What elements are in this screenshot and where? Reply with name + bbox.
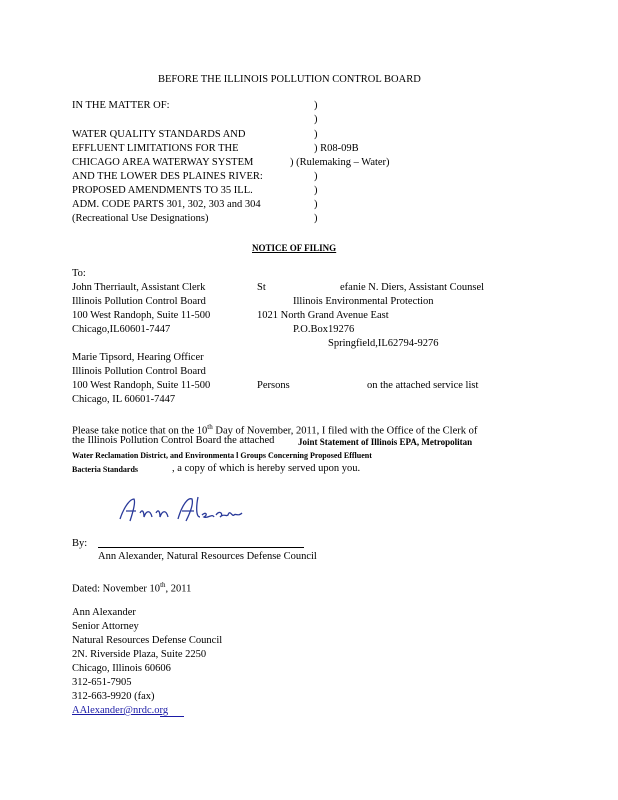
- notice-body-line-1-start: Please take notice that on the 10: [72, 425, 208, 437]
- caption-rulemaking: ) (Rulemaking – Water): [290, 157, 390, 168]
- dated-line: [72, 579, 191, 596]
- signer-name: Ann Alexander, Natural Resources Defense Council: [98, 551, 317, 562]
- contact-email-link[interactable]: AAlexander@nrdc.org: [72, 705, 169, 716]
- recipient-3-city: Chicago, IL 60601-7447: [72, 394, 176, 405]
- caption-paren: ): [314, 171, 318, 182]
- recipient-2-pobox: P.O.Box19276: [293, 324, 355, 335]
- notice-body-document-title-3: Bacteria Standards: [72, 465, 138, 474]
- recipient-1-address: 100 West Randoph, Suite 11-500: [72, 310, 211, 321]
- caption-in-the-matter: IN THE MATTER OF:: [72, 100, 170, 111]
- contact-organization: Natural Resources Defense Council: [72, 635, 223, 646]
- recipient-2-name: efanie N. Diers, Assistant Counsel: [340, 282, 485, 293]
- email-underline-extension: [160, 716, 184, 717]
- contact-name: Ann Alexander: [72, 607, 136, 618]
- caption-line-water-quality: WATER QUALITY STANDARDS AND: [72, 129, 246, 140]
- contact-fax: 312-663-9920 (fax): [72, 691, 155, 702]
- recipient-4-service-list: on the attached service list: [367, 380, 479, 391]
- signature-line: [98, 547, 304, 548]
- caption-case-number: ) R08-09B: [314, 143, 359, 154]
- recipient-3-org: Illinois Pollution Control Board: [72, 366, 206, 377]
- recipient-3-address: 100 West Randoph, Suite 11-500: [72, 380, 211, 391]
- notice-body-line-1-end: Day of November, 2011, I filed with the Office of the Clerk of: [212, 425, 478, 437]
- recipient-2-address: 1021 North Grand Avenue East: [257, 310, 389, 321]
- recipient-2-city: Springfield,IL62794-9276: [328, 338, 439, 349]
- dated-prefix: Dated: November 10: [72, 583, 161, 595]
- notice-body-document-title-2: Water Reclamation District, and Environmenta l Groups Concerning Proposed Effluent: [72, 451, 372, 460]
- caption-paren: ): [314, 114, 318, 125]
- contact-city: Chicago, Illinois 60606: [72, 663, 171, 674]
- recipient-1-name: John Therriault, Assistant Clerk: [72, 282, 206, 293]
- handwritten-signature: [116, 493, 246, 527]
- recipient-3-name: Marie Tipsord, Hearing Officer: [72, 352, 204, 363]
- recipient-4-persons: Persons: [257, 380, 290, 391]
- caption-line-recreational: (Recreational Use Designations): [72, 213, 209, 224]
- caption-line-proposed: PROPOSED AMENDMENTS TO 35 ILL.: [72, 185, 253, 196]
- to-label: To:: [72, 268, 86, 279]
- notice-body-day-suffix: th: [207, 423, 213, 431]
- caption-line-effluent: EFFLUENT LIMITATIONS FOR THE: [72, 143, 239, 154]
- contact-title: Senior Attorney: [72, 621, 139, 632]
- contact-phone: 312-651-7905: [72, 677, 132, 688]
- recipient-2-name-start: St: [257, 282, 266, 293]
- notice-body-document-title-1: Joint Statement of Illinois EPA, Metropolitan: [298, 437, 473, 447]
- by-label: By:: [72, 538, 88, 549]
- caption-paren: ): [314, 213, 318, 224]
- notice-body-line-2: the Illinois Pollution Control Board the attached: [72, 435, 275, 446]
- dated-day-suffix: th: [160, 581, 166, 589]
- notice-body-line-4: , a copy of which is hereby served upon you.: [172, 463, 361, 474]
- caption-paren: ): [314, 100, 318, 111]
- recipient-2-org: Illinois Environmental Protection: [293, 296, 434, 307]
- recipient-1-org: Illinois Pollution Control Board: [72, 296, 206, 307]
- contact-address: 2N. Riverside Plaza, Suite 2250: [72, 649, 207, 660]
- caption-line-adm-code: ADM. CODE PARTS 301, 302, 303 and 304: [72, 199, 261, 210]
- caption-paren: ): [314, 185, 318, 196]
- caption-line-des-plaines: AND THE LOWER DES PLAINES RIVER:: [72, 171, 263, 182]
- caption-paren: ): [314, 129, 318, 140]
- notice-of-filing-heading: NOTICE OF FILING: [252, 243, 337, 253]
- recipient-1-city: Chicago,IL60601-7447: [72, 324, 171, 335]
- document-title: BEFORE THE ILLINOIS POLLUTION CONTROL BOARD: [158, 74, 421, 85]
- caption-paren: ): [314, 199, 318, 210]
- caption-line-chicago-area: CHICAGO AREA WATERWAY SYSTEM: [72, 157, 254, 168]
- dated-suffix: , 2011: [165, 583, 192, 595]
